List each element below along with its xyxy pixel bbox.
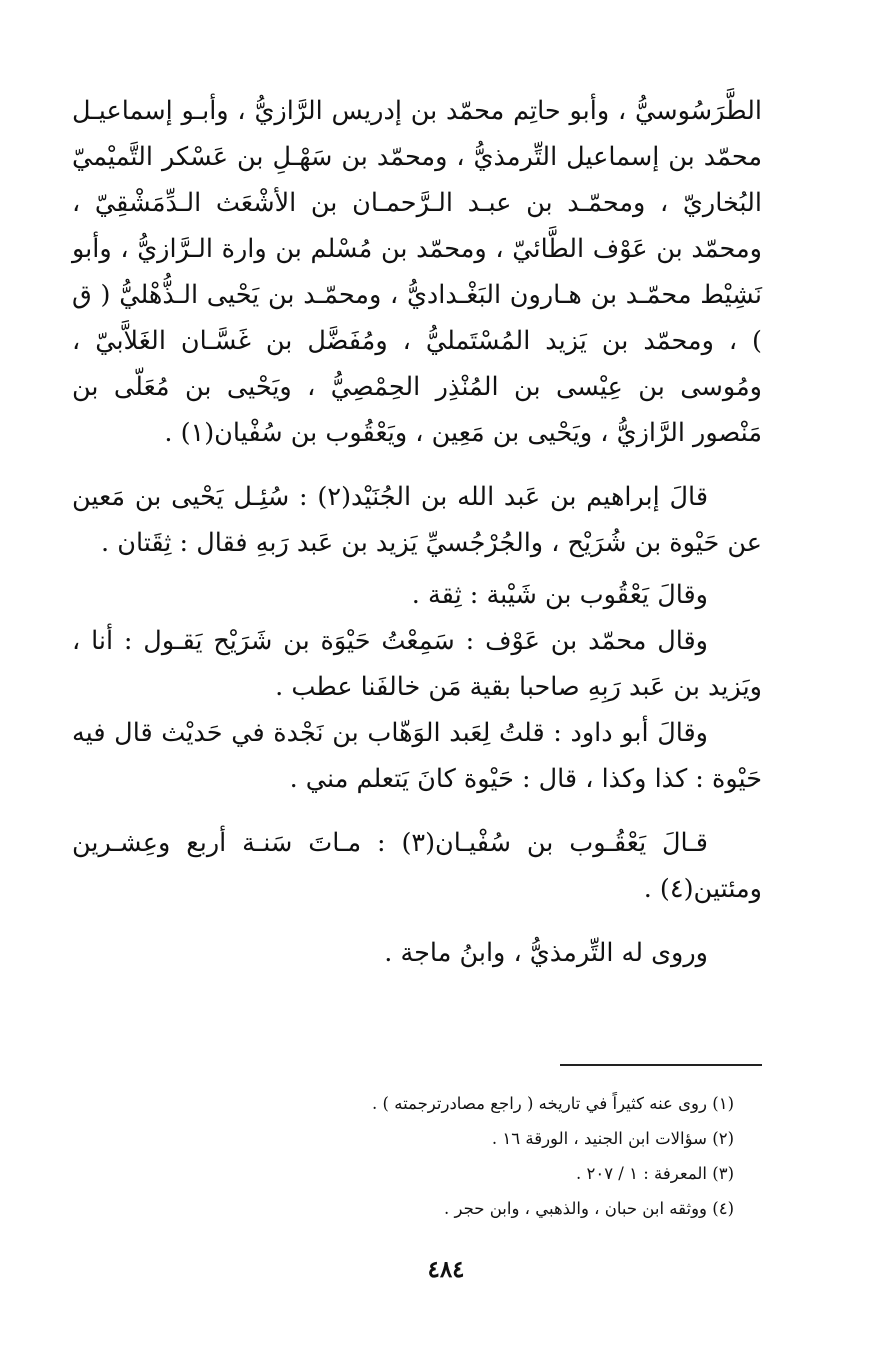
paragraph-ibn-awf: وقال محمّد بن عَوْف : سَمِعْتُ حَيْوَة بن شَرَيْح يَقـول : أنا ، ويَزيد بن عَبد رَبِهِ صاحبا بقية مَن خالفَنا عطب .: [72, 626, 762, 702]
paragraph-yaqub-shayba: وقالَ يَعْقُوب بن شَيْبة : ثِقة .: [411, 580, 708, 610]
paragraph-ibn-junayd: قالَ إبراهيم بن عَبد الله بن الجُنَيْد(٢) : سُئِـل يَحْيى بن مَعين عن حَيْوة بن شُرَيْح ، والجُرْجُسيِّ يَزيد بن عَبد رَبهِ فقال : ثِقَتان .: [72, 482, 762, 558]
footnotes: [274, 1086, 734, 1226]
footnote-2: (٢) سؤالات ابن الجنيد ، الورقة ١٦ .: [491, 1129, 734, 1148]
footnote-separator: [560, 1064, 762, 1066]
paragraph-abu-dawud: وقالَ أبو داود : قلتُ لِعَبد الوَهّاب بن نَجْدة في حَديْث قال فيه حَيْوة : كذا وكذا ، قال : حَيْوة كانَ يَتعلم مني .: [72, 718, 762, 794]
paragraph-narrators-list: الطَّرَسُوسيُّ ، وأبو حاتِم محمّد بن إدريس الرَّازيُّ ، وأبـو إسماعيـل محمّد بن إسماعيل التِّرمذيُّ ، ومحمّد بن سَهْـلِ بن عَسْكر التَّميْميّ البُخاريّ ، ومحمّـد بن عبـد الـرَّحمـان بن الأشْعَث الـدِّمَشْقِيّ ، ومحمّد بن عَوْف الطَّائيّ ، ومحمّد بن مُسْلم بن وارة الـرَّازيُّ ، وأبو نَشِيْط محمّـد بن هـارون البَغْـداديُّ ، ومحمّـد بن يَحْيى الـذُّهْليُّ ( ق ) ، ومحمّد بن يَزيد المُسْتَمليُّ ، ومُفَضَّل بن غَسَّـان الغَلاَّبيّ ، ومُوسى بن عِيْسى بن المُنْذِر الحِمْصِيُّ ، ويَحْيى بن مُعَلّى بن مَنْصور الرَّازيُّ ، ويَحْيى بن مَعِين ، ويَعْقُوب بن سُفْيان(١) .: [72, 96, 762, 448]
paragraph-death-date: قـالَ يَعْقُـوب بن سُفْيـان(٣) : مـاتَ سَنـة أربع وعِشـرين ومئتين(٤) .: [72, 828, 762, 904]
main-text: [72, 88, 762, 976]
page-number: ٤٨٤: [427, 1256, 465, 1283]
footnote-1: (١) روى عنه كثيراً في تاريخه ( راجع مصادرترجمته ) .: [372, 1094, 734, 1113]
footnote-3: (٣) المعرفة : ١ / ٢٠٧ .: [575, 1164, 734, 1183]
paragraph-narrated-by: وروى له التِّرمذيُّ ، وابنُ ماجة .: [384, 938, 708, 968]
footnote-4: (٤) ووثقه ابن حبان ، والذهبي ، وابن حجر .: [444, 1199, 734, 1218]
